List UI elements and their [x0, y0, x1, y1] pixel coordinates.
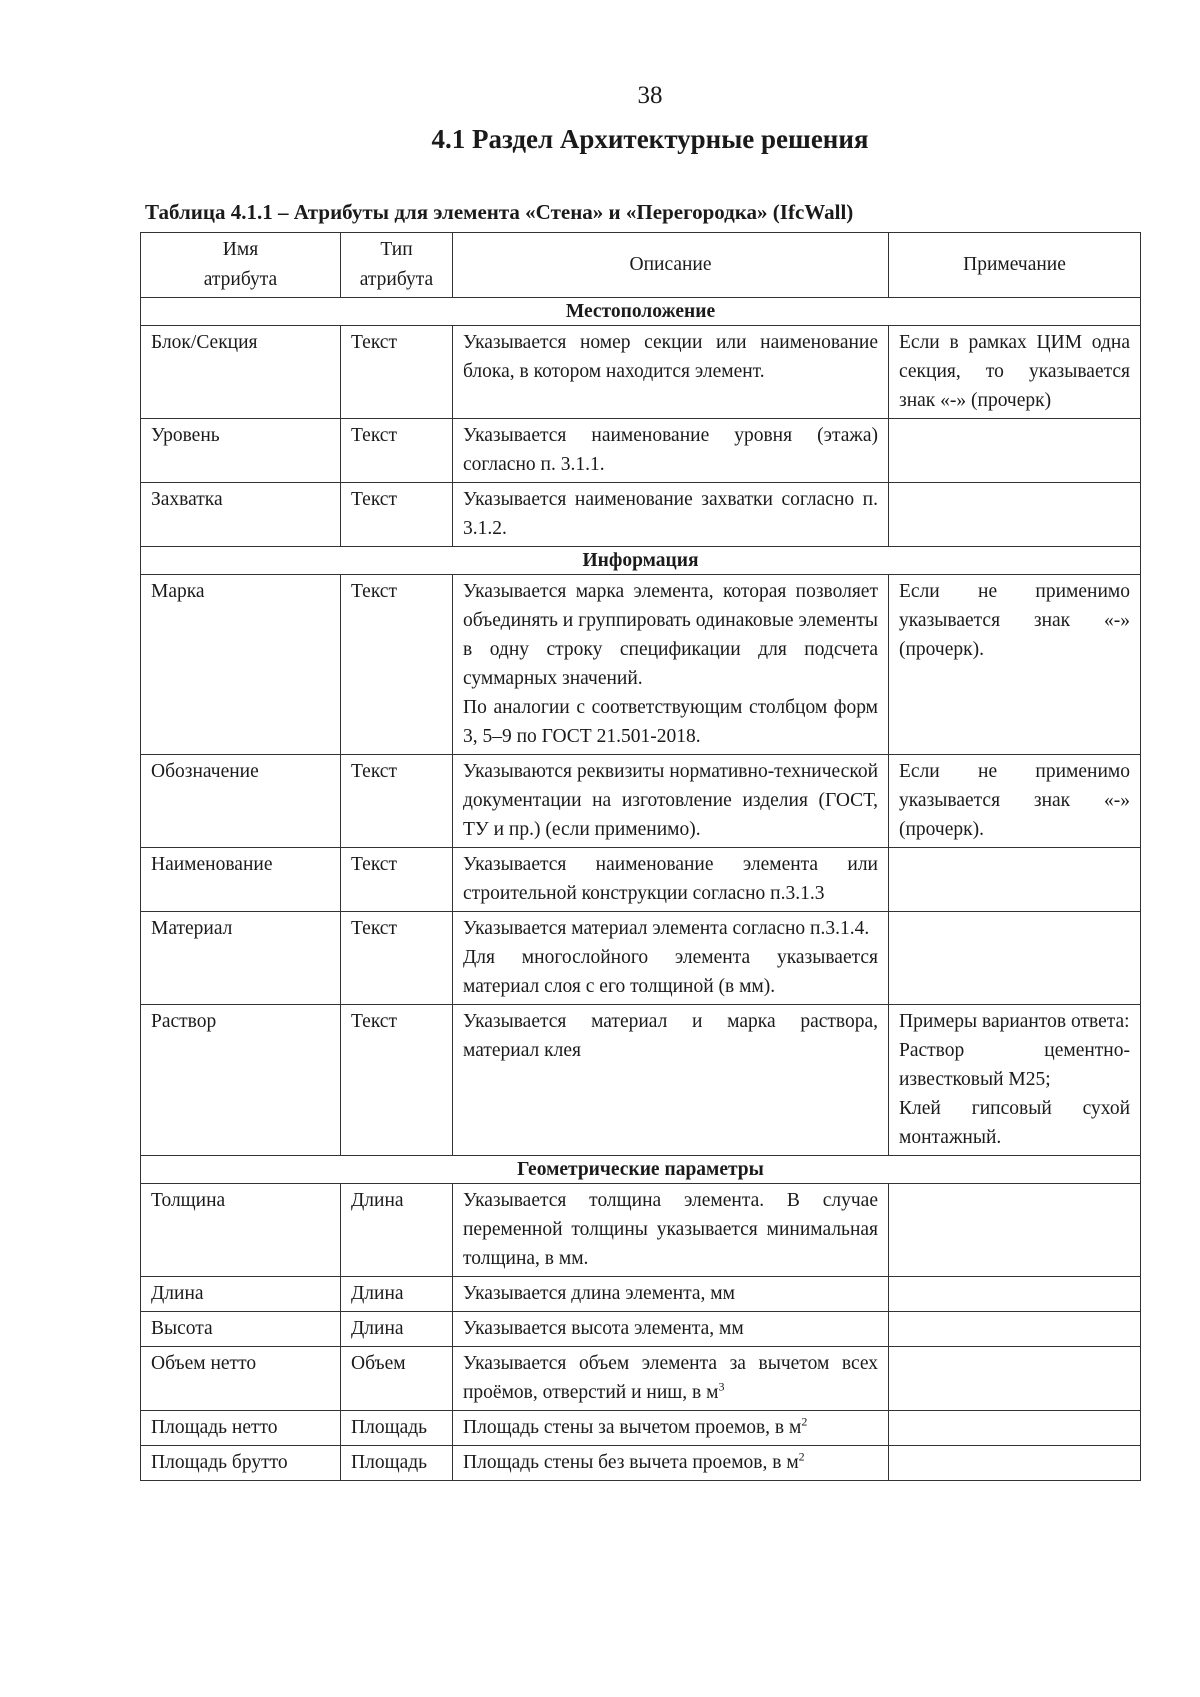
unit-superscript: 3: [718, 1379, 725, 1394]
attr-description: Указывается высота элемента, мм: [453, 1312, 889, 1347]
attr-name: Толщина: [141, 1184, 341, 1277]
unit-superscript: 2: [798, 1449, 805, 1464]
attr-type: Текст: [341, 483, 453, 547]
attr-type: Текст: [341, 575, 453, 755]
attr-description: [453, 1347, 889, 1411]
table-row: [141, 1312, 1141, 1347]
attr-description: [453, 912, 889, 1005]
attr-description: Указывается номер секции или наименование блока, в котором находится элемент.: [453, 326, 889, 419]
attr-type: Длина: [341, 1277, 453, 1312]
attr-name: Объем нетто: [141, 1347, 341, 1411]
description-text: Площадь стены за вычетом проемов, в м: [463, 1417, 802, 1438]
attr-type: Длина: [341, 1184, 453, 1277]
attr-description: Указывается наименование захватки согласно п. 3.1.2.: [453, 483, 889, 547]
table-row: [141, 575, 1141, 755]
header-name-line1: Имя: [222, 239, 259, 260]
attr-note: [889, 912, 1141, 1005]
table-caption: Таблица 4.1.1 – Атрибуты для элемента «Стена» и «Перегородка» (IfcWall): [145, 200, 854, 224]
attr-type: Текст: [341, 912, 453, 1005]
table-row: [141, 419, 1141, 483]
attr-description: Указывается материал и марка раствора, материал клея: [453, 1005, 889, 1156]
attr-name: Наименование: [141, 848, 341, 912]
attr-description: [453, 575, 889, 755]
attr-name: Марка: [141, 575, 341, 755]
page-number: 38: [637, 82, 663, 109]
attr-description: Указываются реквизиты нормативно-технической документации на изготовление изделия (ГОСТ, ТУ и пр.) (если применимо).: [453, 755, 889, 848]
header-note: Примечание: [889, 233, 1141, 298]
attr-note: Если не применимо указывается знак «-» (прочерк).: [889, 755, 1141, 848]
attr-name: Материал: [141, 912, 341, 1005]
attr-note: [889, 1347, 1141, 1411]
attr-type: Длина: [341, 1312, 453, 1347]
attr-type: Площадь: [341, 1446, 453, 1481]
header-description: Описание: [453, 233, 889, 298]
header-type-line2: атрибута: [359, 269, 434, 290]
table-row: [141, 1347, 1141, 1411]
attr-name: Длина: [141, 1277, 341, 1312]
attr-description: [453, 1411, 889, 1446]
attr-description: [453, 1446, 889, 1481]
attr-note: [889, 1446, 1141, 1481]
attr-name: Площадь брутто: [141, 1446, 341, 1481]
attr-description: Указывается толщина элемента. В случае переменной толщины указывается минимальная толщина, в мм.: [453, 1184, 889, 1277]
table-row: [141, 1184, 1141, 1277]
table-row: [141, 912, 1141, 1005]
attr-note: [889, 1277, 1141, 1312]
group-row-geometry: [141, 1156, 1141, 1184]
attr-note: [889, 1005, 1141, 1156]
attr-name: Захватка: [141, 483, 341, 547]
description-paragraph: По аналогии с соответствующим столбцом форм 3, 5–9 по ГОСТ 21.501-2018.: [463, 697, 878, 747]
description-paragraph: Указывается марка элемента, которая позволяет объединять и группировать одинаковые элементы в одну строку спецификации для подсчета суммарных значений.: [463, 581, 878, 689]
group-location: Местоположение: [141, 298, 1141, 326]
attr-name: Раствор: [141, 1005, 341, 1156]
group-row-location: [141, 298, 1141, 326]
description-text: Площадь стены без вычета проемов, в м: [463, 1452, 799, 1473]
attr-type: Площадь: [341, 1411, 453, 1446]
header-name-line2: атрибута: [203, 269, 278, 290]
attr-note: [889, 848, 1141, 912]
table-row: [141, 326, 1141, 419]
attr-type: Текст: [341, 848, 453, 912]
attr-name: Блок/Секция: [141, 326, 341, 419]
attr-description: Указывается наименование элемента или строительной конструкции согласно п.3.1.3: [453, 848, 889, 912]
section-title: 4.1 Раздел Архитектурные решения: [431, 124, 869, 154]
attr-type: Текст: [341, 1005, 453, 1156]
description-text: Указывается объем элемента за вычетом всех проёмов, отверстий и ниш, в м: [463, 1353, 878, 1403]
group-geometry: Геометрические параметры: [141, 1156, 1141, 1184]
table-row: [141, 1277, 1141, 1312]
unit-superscript: 2: [801, 1414, 808, 1429]
attr-note: [889, 1184, 1141, 1277]
table-header-row: [141, 233, 1141, 298]
table-row: [141, 483, 1141, 547]
attr-name: Высота: [141, 1312, 341, 1347]
header-type-line1: Тип: [380, 239, 413, 260]
note-paragraph: Раствор цементно-известковый М25;: [899, 1040, 1130, 1090]
attr-note: [889, 483, 1141, 547]
attr-note: Если не применимо указывается знак «-» (прочерк).: [889, 575, 1141, 755]
table-row: [141, 755, 1141, 848]
attr-type: Текст: [341, 419, 453, 483]
attr-description: Указывается наименование уровня (этажа) согласно п. 3.1.1.: [453, 419, 889, 483]
attr-type: Объем: [341, 1347, 453, 1411]
attr-note: [889, 1411, 1141, 1446]
attr-type: Текст: [341, 755, 453, 848]
table-row: [141, 1446, 1141, 1481]
table-row: [141, 1411, 1141, 1446]
table-row: [141, 848, 1141, 912]
note-paragraph: Примеры вариантов ответа:: [899, 1011, 1130, 1032]
attr-note: [889, 1312, 1141, 1347]
group-row-info: [141, 547, 1141, 575]
attr-type: Текст: [341, 326, 453, 419]
group-info: Информация: [141, 547, 1141, 575]
note-paragraph: Клей гипсовый сухой монтажный.: [899, 1098, 1130, 1148]
attr-note: Если в рамках ЦИМ одна секция, то указывается знак «-» (прочерк): [889, 326, 1141, 419]
attr-note: [889, 419, 1141, 483]
description-paragraph: Указывается материал элемента согласно п.3.1.4.: [463, 918, 870, 939]
attr-description: Указывается длина элемента, мм: [453, 1277, 889, 1312]
header-attribute-name: [141, 233, 341, 298]
header-attribute-type: [341, 233, 453, 298]
attr-name: Обозначение: [141, 755, 341, 848]
attr-name: Площадь нетто: [141, 1411, 341, 1446]
table-row: [141, 1005, 1141, 1156]
attributes-table: [140, 232, 1141, 1481]
attr-name: Уровень: [141, 419, 341, 483]
description-paragraph: Для многослойного элемента указывается материал слоя с его толщиной (в мм).: [463, 947, 878, 997]
